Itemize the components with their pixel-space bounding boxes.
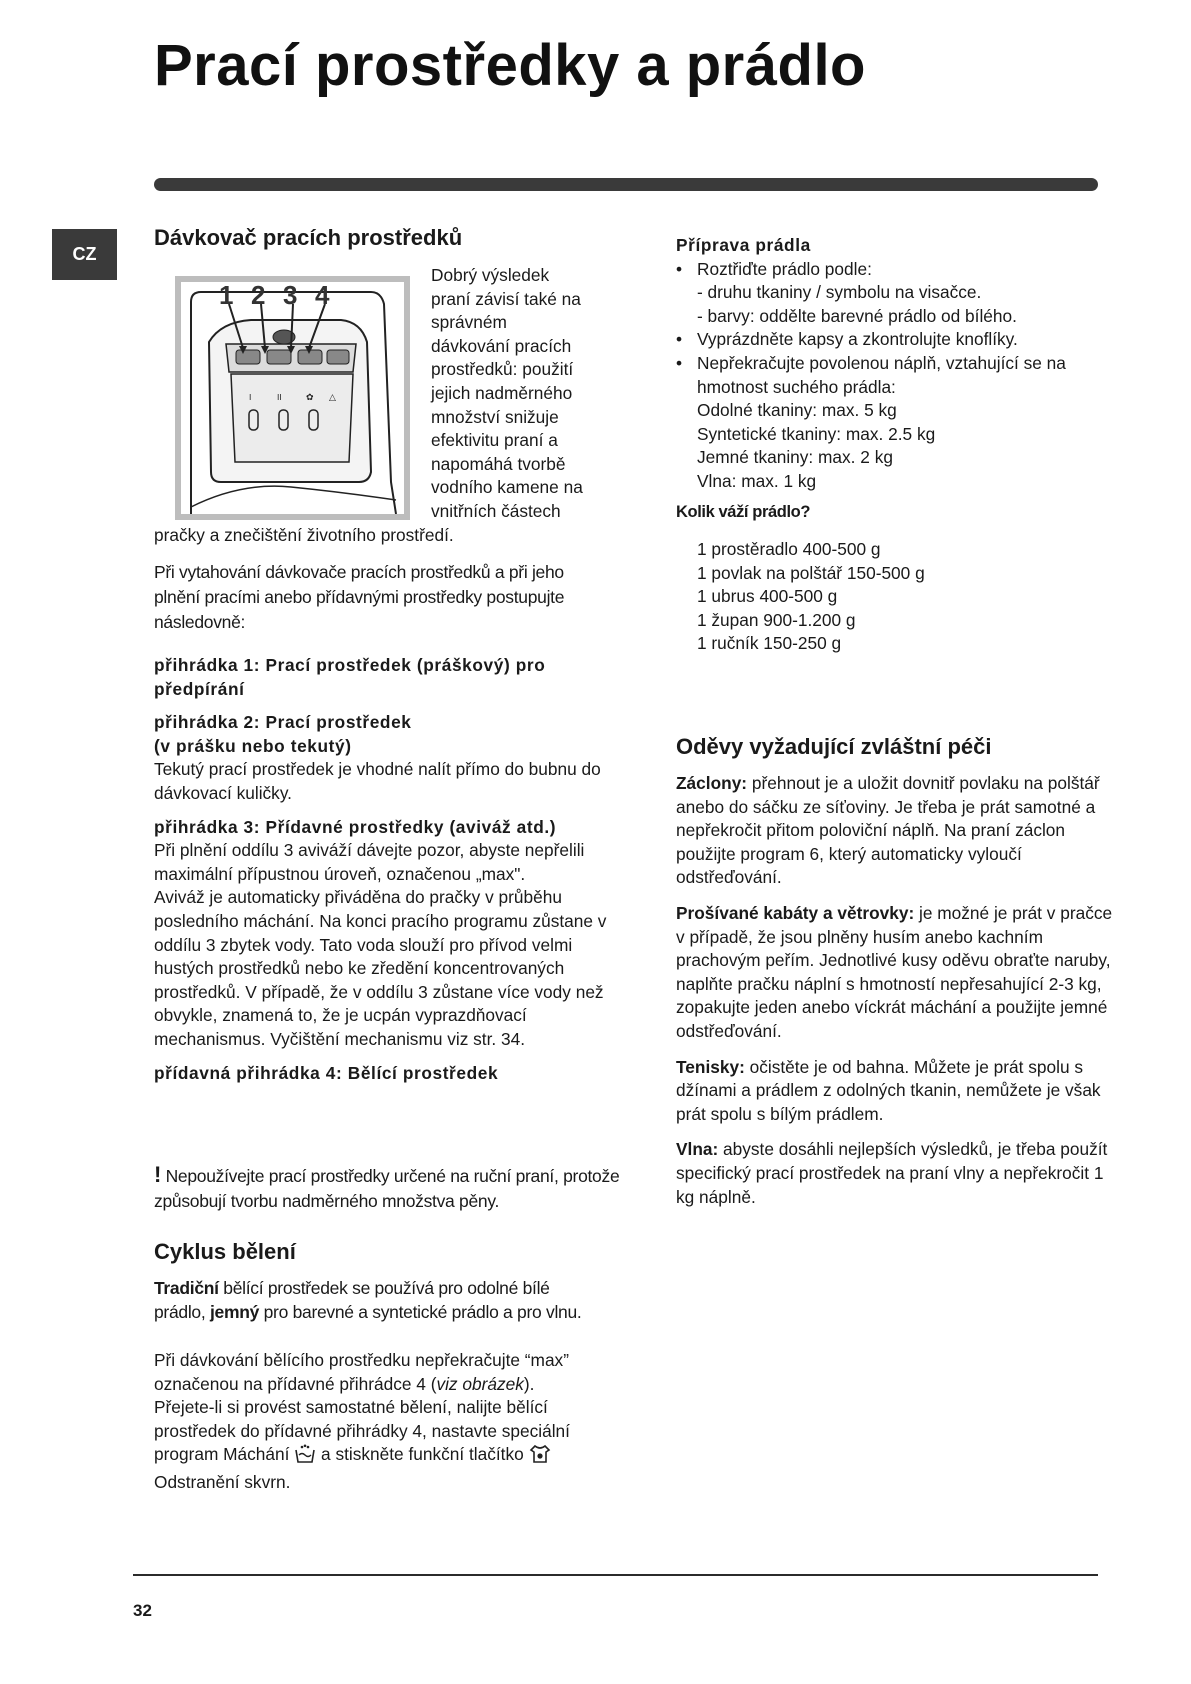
page-number: 32: [133, 1601, 152, 1620]
sort-intro: Roztřiďte prádlo podle:: [697, 258, 872, 279]
term-text: je možné je prát v pračce v případě, že jsou plněny husím anebo kachním prachovým peřím. Jednotlivé kusy oděvu obraťte naruby, naplňte pračku náplní s hmotností nepřesahující 2-3 kg, zopakujte jeden anebo víckrát máchání a použijte jemné odstřeďování.: [676, 902, 1113, 1041]
bleach-para-3: [154, 1349, 594, 1396]
intro-line: vodního kamene na: [431, 477, 583, 498]
warning-note: [154, 1162, 624, 1214]
warning-text: Nepoužívejte prací prostředky určené na ruční praní, protože způsobují tvorbu nadměrného množstva pěny.: [154, 1166, 620, 1211]
svg-text:△: △: [329, 393, 336, 403]
figure-number-1: 1: [219, 282, 234, 310]
weight-item: 1 prostěradlo 400-500 g: [697, 539, 881, 559]
limit-item: Odolné tkaniny: max. 5 kg: [697, 400, 897, 421]
svg-text:✿: ✿: [306, 393, 314, 403]
svg-text:II: II: [277, 393, 282, 402]
weight-item: 1 povlak na polštář 150-500 g: [697, 562, 925, 583]
dispenser-instructions: Při vytahování dávkovače pracích prostředků a při jeho plnění pracími anebo přídavnými prostředky postupujte následovně:: [154, 562, 565, 632]
rinse-icon: [294, 1444, 316, 1471]
figure-number-3: 3: [283, 282, 298, 310]
weight-item: 1 ručník 150-250 g: [697, 633, 842, 654]
header-divider: [154, 178, 1098, 191]
special-care-list: [676, 772, 1124, 1209]
list-item: [676, 258, 1126, 329]
warning-mark: !: [154, 1162, 162, 1187]
weight-item: 1 župan 900-1.200 g: [697, 609, 856, 630]
list-item: [676, 352, 1126, 494]
compartment-3-title: přihrádka 3: Přídavné prostředky (aviváž atd.): [154, 816, 557, 837]
compartment-3-text-2: Aviváž je automaticky přiváděna do pračky v průběhu posledního máchání. Na konci pracího programu zůstane v oddílu 3 zbytek vody. Tato voda slouží pro přívod velmi hustých prostředků nebo ke zředění koncentrovaných prostředků. V případě, že v oddílu 3 zůstane více vody než obvykle, znamená to, že je ucpán vyprazdňovací mechanismus. Vyčištění mechanismu viz str. 34.: [154, 887, 607, 1049]
compartment-4-title: přídavná přihrádka 4: Bělící prostředek: [154, 1062, 499, 1083]
special-item-quilted: [676, 902, 1124, 1044]
figure-number-2: 2: [251, 282, 266, 310]
compartment-2-text: Tekutý prací prostředek je vhodné nalít přímo do bubnu do dávkovací kuličky.: [154, 759, 601, 803]
intro-line-last: pračky a znečištění životního prostředí.: [154, 525, 454, 545]
term: Prošívané kabáty a větrovky:: [676, 902, 915, 923]
term: Vlna:: [676, 1139, 719, 1160]
weight-item: 1 ubrus 400-500 g: [697, 586, 838, 607]
intro-line: napomáhá tvorbě: [431, 453, 566, 474]
load-limit: Nepřekračujte povolenou náplň, vztahující se na hmotnost suchého prádla:: [697, 352, 1066, 397]
weights-heading: Kolik váží prádlo?: [676, 503, 810, 521]
sort-color: - barvy: oddělte barevné prádlo od bílého.: [697, 305, 1017, 326]
sort-type: - druhu tkaniny / symbolu na visačce.: [697, 282, 982, 303]
limit-item: Syntetické tkaniny: max. 2.5 kg: [697, 423, 936, 444]
compartments: [154, 654, 624, 1085]
intro-line: množství snižuje: [431, 406, 559, 427]
term-text: abyste dosáhli nejlepších výsledků, je třeba použít specifický prací prostředek na praní vlny a nepřekročit 1 kg náplně.: [676, 1139, 1108, 1207]
prep-heading: Příprava prádla: [676, 235, 811, 255]
intro-line: vnitřních částech: [431, 500, 561, 521]
bleach-para-1: [154, 1277, 594, 1324]
intro-line: správném: [431, 312, 507, 333]
dispenser-drawing: [181, 282, 404, 514]
dispenser-intro-wrapped: [431, 264, 626, 524]
svg-text:I: I: [249, 393, 252, 402]
special-item-sneakers: [676, 1056, 1124, 1127]
special-item-wool: [676, 1138, 1124, 1209]
weights-list: [697, 538, 1097, 656]
compartment-2-title: přihrádka 2: Prací prostředek: [154, 712, 412, 733]
term-text: přehnout je a uložit dovnitř povlaku na polštář anebo do sáčku ze síťoviny. Je třeba je prát samotné a nepřekročit přitom poloviční náplň. Na praní záclon použijte program 6, který automaticky vyloučí odstřeďování.: [676, 773, 1100, 888]
intro-line: jejich nadměrného: [431, 382, 573, 403]
figure-number-4: 4: [315, 282, 330, 310]
term-text: očistěte je od bahna. Můžete je prát spolu s džínami a prádlem z odolných tkanin, nemůžete je však prát spolu s bílým prádlem.: [676, 1056, 1101, 1124]
list-item: • Vyprázdněte kapsy a zkontrolujte knoflíky.: [676, 328, 1126, 352]
special-care-heading: Oděvy vyžadující zvláštní péči: [676, 734, 992, 759]
footer-divider: [133, 1574, 1098, 1576]
intro-line: Dobrý výsledek: [431, 265, 550, 285]
term: Záclony:: [676, 773, 748, 793]
bleach-text-6: Odstranění skvrn.: [154, 1471, 291, 1492]
intro-line: dávkování pracích: [431, 335, 572, 356]
special-item-curtains: [676, 772, 1124, 890]
limit-item: Jemné tkaniny: max. 2 kg: [697, 447, 893, 468]
bleach-gentle: jemný: [209, 1301, 260, 1322]
bleach-para-4: [154, 1396, 594, 1494]
compartment-1-title: přihrádka 1: Prací prostředek (práškový) pro předpírání: [154, 655, 546, 699]
bleach-heading: Cyklus bělení: [154, 1239, 296, 1264]
bleach-text-2: pro barevné a syntetické prádlo a pro vlnu.: [259, 1301, 582, 1322]
page-title: Prací prostředky a prádlo: [154, 33, 866, 98]
dispenser-heading: Dávkovač pracích prostředků: [154, 225, 463, 250]
bleach-text-4: Přejete-li si provést samostatné bělení, nalijte bělící prostředek do přídavné přihrádky 4, nastavte speciální program Máchání: [154, 1397, 570, 1465]
stain-removal-icon: [529, 1444, 551, 1471]
limit-item: Vlna: max. 1 kg: [697, 470, 817, 491]
bleach-text-3-italic: viz obrázek: [436, 1373, 524, 1394]
bleach-text-3-end: ).: [523, 1373, 535, 1394]
bleach-text-3: Při dávkování bělícího prostředku nepřekračujte “max” označenou na přídavné přihrádce 4 (: [154, 1350, 569, 1394]
term: Tenisky:: [676, 1056, 745, 1077]
language-tab: CZ: [52, 229, 117, 280]
intro-line: praní závisí také na: [431, 288, 581, 309]
prep-section: [676, 234, 1126, 494]
bleach-text-1: bělící prostředek se používá pro odolné bílé prádlo,: [154, 1278, 550, 1322]
prep-list: [676, 258, 1126, 494]
intro-line: prostředků: použití: [431, 359, 574, 380]
dispenser-figure: [175, 276, 410, 520]
compartment-3-text-1: Při plnění oddílu 3 aviváží dávejte pozor, abyste nepřelili maximální přípustnou úroveň, označenou „max".: [154, 840, 585, 884]
bleach-text-5: a stiskněte funkční tlačítko: [316, 1444, 529, 1465]
bleach-para-2: [154, 1349, 594, 1495]
intro-line: efektivitu praní a: [431, 430, 558, 451]
bleach-traditional: Tradiční: [154, 1278, 219, 1298]
compartment-2-subtitle: (v prášku nebo tekutý): [154, 735, 352, 756]
